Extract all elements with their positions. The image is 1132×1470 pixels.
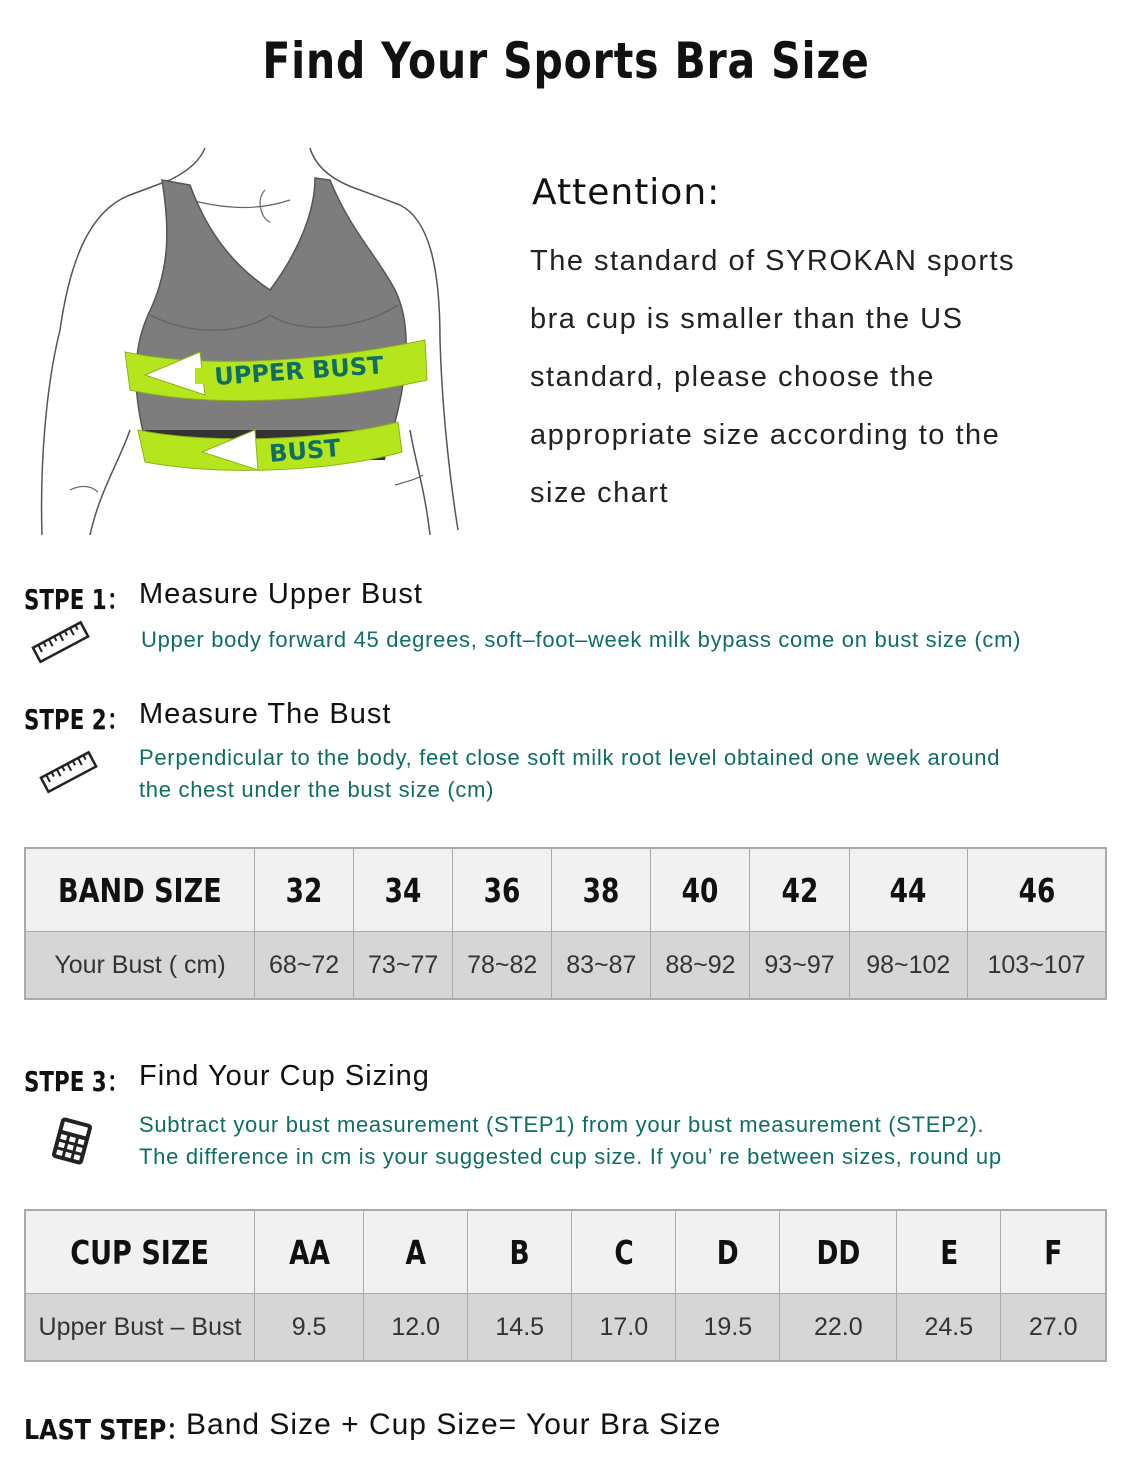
cup-difference-cell: 17.0 bbox=[572, 1294, 676, 1362]
cup-difference-cell: 22.0 bbox=[780, 1294, 897, 1362]
attention-line: appropriate size according to the bbox=[530, 419, 1001, 451]
attention-line: size chart bbox=[530, 477, 670, 509]
cup-size-cell: D bbox=[676, 1210, 780, 1294]
cup-size-table bbox=[24, 1209, 1107, 1362]
step-2-title: Measure The Bust bbox=[139, 698, 392, 730]
your-bust-row bbox=[25, 932, 1106, 1000]
band-size-cell: 36 bbox=[453, 848, 552, 932]
band-size-cell: 38 bbox=[552, 848, 651, 932]
last-step-text: Band Size + Cup Size= Your Bra Size bbox=[186, 1408, 722, 1441]
attention-line: standard, please choose the bbox=[530, 361, 935, 393]
attention-line: The standard of SYROKAN sports bbox=[530, 245, 1016, 277]
cup-difference-cell: 19.5 bbox=[676, 1294, 780, 1362]
cup-difference-cell: 12.0 bbox=[364, 1294, 468, 1362]
last-step-label: LAST STEP： bbox=[24, 1413, 191, 1446]
your-bust-cell: 83~87 bbox=[552, 932, 651, 1000]
step-1-description-line: Upper body forward 45 degrees, soft–foot–week milk bypass come on bust size (cm) bbox=[141, 627, 1022, 652]
attention-heading: Attention: bbox=[532, 172, 721, 213]
step-1-description bbox=[141, 624, 1021, 656]
your-bust-cell: 88~92 bbox=[651, 932, 750, 1000]
step-3-description-line: The difference in cm is your suggested cup size. If you’ re between sizes, round up bbox=[139, 1144, 1002, 1169]
band-size-header-row bbox=[25, 848, 1106, 932]
cup-size-header-row bbox=[25, 1210, 1106, 1294]
page-title: Find Your Sports Bra Size bbox=[262, 32, 870, 90]
cup-difference-cell: 14.5 bbox=[468, 1294, 572, 1362]
step-1-label: STPE 1： bbox=[24, 583, 131, 616]
cup-difference-cell: 24.5 bbox=[897, 1294, 1001, 1362]
tape-measure-icon bbox=[30, 618, 92, 673]
step-3-description-line: Subtract your bust measurement (STEP1) from your bust measurement (STEP2). bbox=[139, 1112, 985, 1137]
band-size-cell: 42 bbox=[750, 848, 849, 932]
bust-label: BUST bbox=[268, 433, 342, 468]
cup-size-cell: F bbox=[1001, 1210, 1106, 1294]
your-bust-label: Your Bust ( cm) bbox=[25, 932, 255, 1000]
step-2-label: STPE 2： bbox=[24, 703, 131, 736]
band-size-cell: 44 bbox=[849, 848, 967, 932]
band-size-table bbox=[24, 847, 1107, 1000]
cup-size-cell: AA bbox=[255, 1210, 364, 1294]
cup-difference-cell: 9.5 bbox=[255, 1294, 364, 1362]
your-bust-cell: 103~107 bbox=[968, 932, 1107, 1000]
cup-size-cell: A bbox=[364, 1210, 468, 1294]
your-bust-cell: 73~77 bbox=[354, 932, 453, 1000]
step-3-title: Find Your Cup Sizing bbox=[139, 1060, 430, 1092]
step-3-label: STPE 3： bbox=[24, 1065, 131, 1098]
bra-measurement-illustration bbox=[30, 140, 470, 550]
your-bust-cell: 93~97 bbox=[750, 932, 849, 1000]
your-bust-cell: 68~72 bbox=[255, 932, 354, 1000]
cup-size-header: CUP SIZE bbox=[25, 1210, 255, 1294]
attention-line: bra cup is smaller than the US bbox=[530, 303, 964, 335]
calculator-icon bbox=[46, 1115, 98, 1172]
step-2-description bbox=[139, 742, 1000, 806]
cup-difference-cell: 27.0 bbox=[1001, 1294, 1106, 1362]
step-3-description bbox=[139, 1109, 1002, 1173]
cup-size-cell: DD bbox=[780, 1210, 897, 1294]
your-bust-cell: 98~102 bbox=[849, 932, 967, 1000]
step-1-title: Measure Upper Bust bbox=[139, 578, 423, 610]
attention-text bbox=[530, 232, 1090, 522]
your-bust-cell: 78~82 bbox=[453, 932, 552, 1000]
tape-measure-icon bbox=[38, 748, 100, 803]
upper-bust-minus-bust-label: Upper Bust – Bust bbox=[25, 1294, 255, 1362]
step-2-description-line: Perpendicular to the body, feet close soft milk root level obtained one week around bbox=[139, 745, 1001, 770]
cup-size-cell: B bbox=[468, 1210, 572, 1294]
band-size-cell: 34 bbox=[354, 848, 453, 932]
cup-size-cell: E bbox=[897, 1210, 1001, 1294]
upper-bust-label: UPPER BUST bbox=[213, 351, 385, 391]
upper-bust-minus-bust-row bbox=[25, 1294, 1106, 1362]
band-size-cell: 40 bbox=[651, 848, 750, 932]
cup-size-cell: C bbox=[572, 1210, 676, 1294]
band-size-cell: 32 bbox=[255, 848, 354, 932]
step-2-description-line: the chest under the bust size (cm) bbox=[139, 777, 495, 802]
band-size-cell: 46 bbox=[968, 848, 1107, 932]
band-size-header: BAND SIZE bbox=[25, 848, 255, 932]
